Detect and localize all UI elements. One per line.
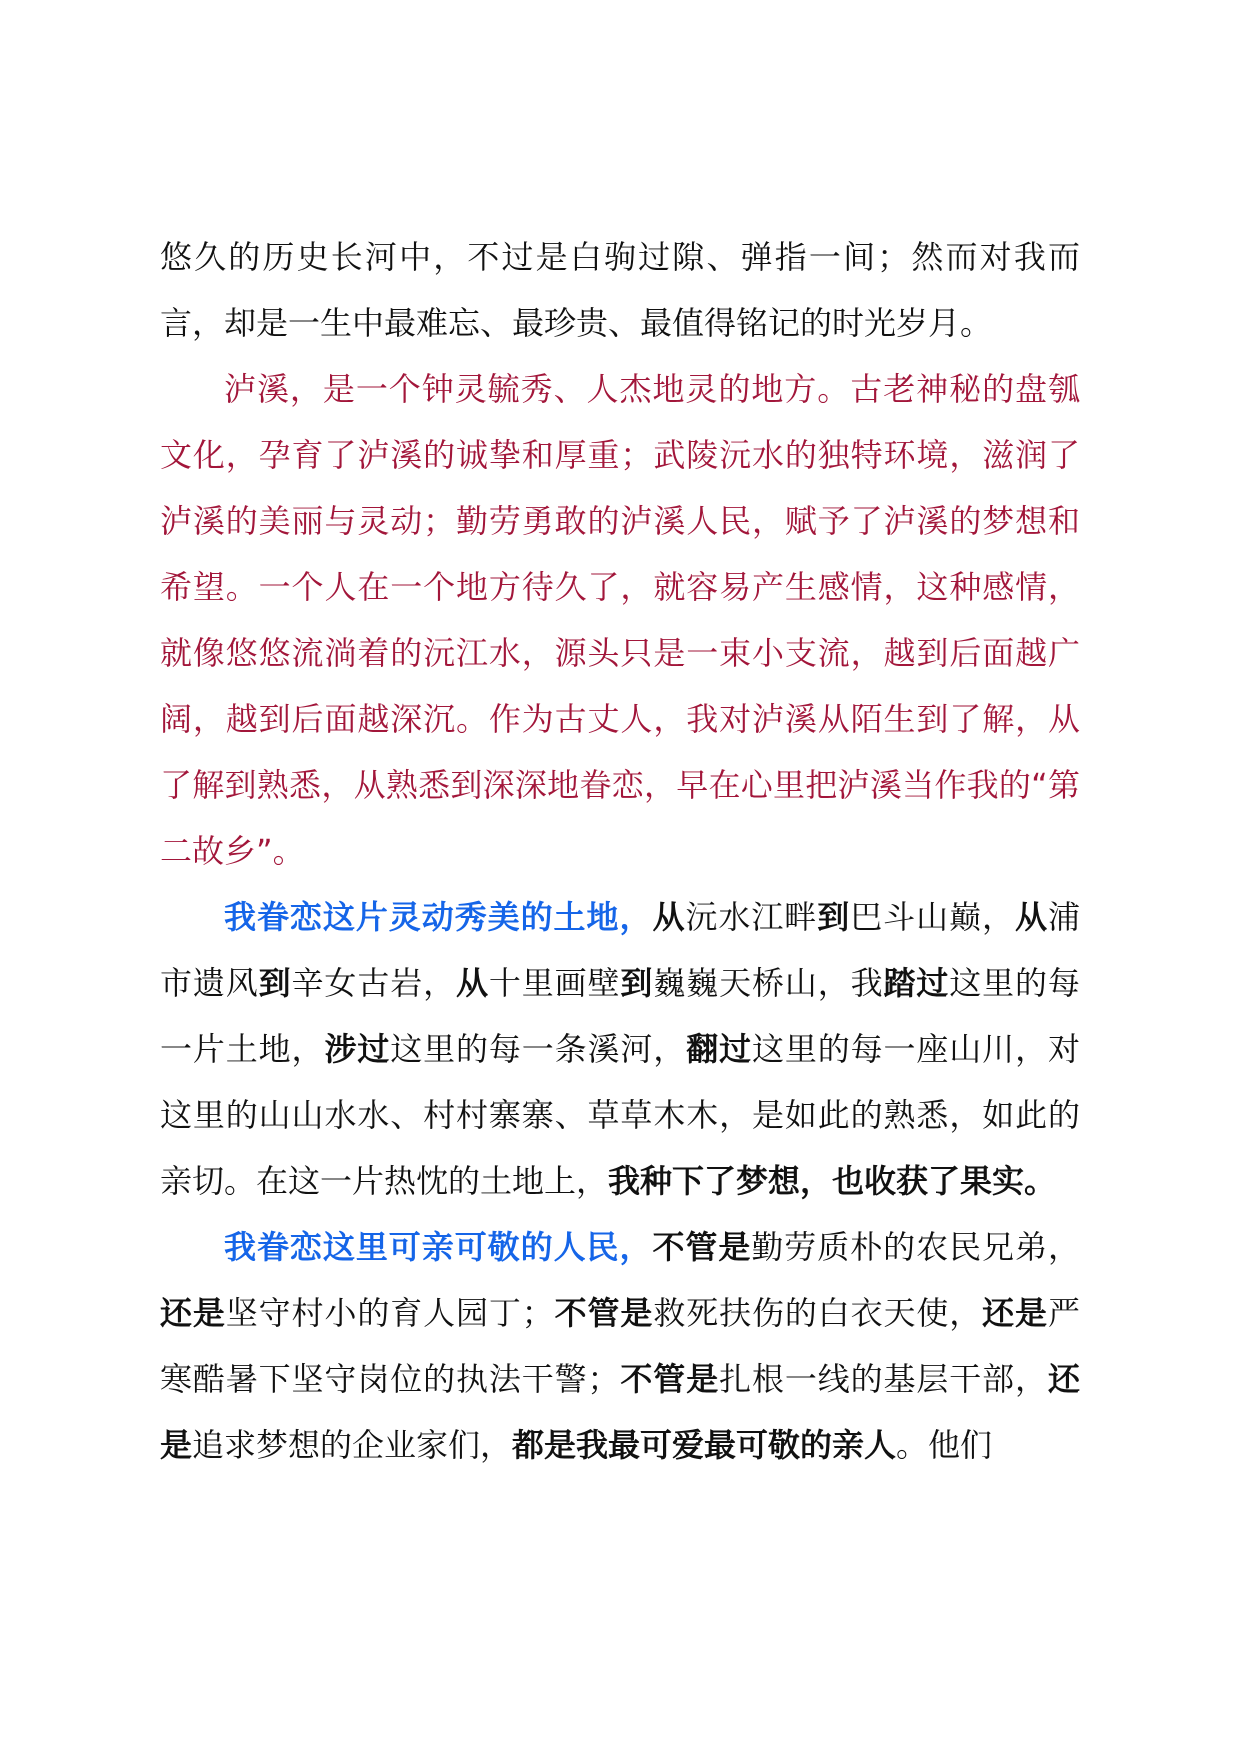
plain-text: 这里的每一条溪河， [390, 1030, 687, 1068]
plain-text: 勤劳质朴的农民兄弟， [751, 1228, 1080, 1266]
plain-text: 这里的每一片土地， [160, 964, 1080, 1068]
bold-text: 都是我最可爱最可敬的亲人 [512, 1426, 897, 1464]
bold-text: 还是 [160, 1360, 1080, 1464]
bold-text: 从 [455, 964, 489, 1002]
paragraph-3-lead: 我眷恋这片灵动秀美的土地， [224, 898, 653, 936]
plain-text: 这里的每一座山川，对这里的山山水水、村村寨寨、草草木木，是如此的熟悉，如此的亲切。在这一片热忱的土地上， [160, 1030, 1080, 1200]
document-body [160, 224, 1080, 1478]
paragraph-1 [160, 224, 1080, 356]
bold-text: 踏过 [883, 964, 950, 1002]
bold-text: 到 [817, 898, 851, 936]
paragraph-4 [160, 1214, 1080, 1478]
plain-text: 辛女古岩， [291, 964, 456, 1002]
bold-text: 我种下了梦想，也收获了果实。 [608, 1162, 1057, 1200]
paragraph-3 [160, 884, 1080, 1214]
bold-text: 从 [652, 898, 686, 936]
plain-text: 十里画壁 [488, 964, 621, 1002]
bold-text: 还是 [982, 1294, 1048, 1332]
bold-text: 不管是 [553, 1294, 654, 1332]
plain-text: 扎根一线的基层干部， [719, 1360, 1048, 1398]
paragraph-1-text: 悠久的历史长河中，不过是白驹过隙、弹指一间；然而对我而言，却是一生中最难忘、最珍贵、最值得铭记的时光岁月。 [160, 238, 1080, 342]
plain-text: 浦市遗风 [160, 898, 1080, 1002]
plain-text: 。他们 [896, 1426, 993, 1464]
bold-text: 到 [258, 964, 292, 1002]
plain-text: 救死扶伤的白衣天使， [653, 1294, 983, 1332]
plain-text: 巴斗山巅， [850, 898, 1015, 936]
paragraph-2 [160, 356, 1080, 884]
bold-text: 不管是 [619, 1360, 720, 1398]
bold-text: 翻过 [686, 1030, 752, 1068]
paragraph-2-text: 泸溪，是一个钟灵毓秀、人杰地灵的地方。古老神秘的盘瓠文化，孕育了泸溪的诚挚和厚重；武陵沅水的独特环境，滋润了泸溪的美丽与灵动；勤劳勇敢的泸溪人民，赋予了泸溪的梦想和希望。一个人在一个地方待久了，就容易产生感情，这种感情，就像悠悠流淌着的沅江水，源头只是一束小支流，越到后面越广阔，越到后面越深沉。作为古丈人，我对泸溪从陌生到了解，从了解到熟悉，从熟悉到深深地眷恋，早在心里把泸溪当作我的“第二故乡”。 [160, 370, 1080, 870]
plain-text: 严寒酷暑下坚守岗位的执法干警； [160, 1294, 1080, 1398]
bold-text: 到 [620, 964, 654, 1002]
plain-text: 追求梦想的企业家们， [192, 1426, 513, 1464]
plain-text: 巍巍天桥山，我 [653, 964, 884, 1002]
bold-text: 还是 [160, 1294, 226, 1332]
bold-text: 涉过 [324, 1030, 391, 1068]
plain-text: 坚守村小的育人园丁； [225, 1294, 554, 1332]
plain-text: 沅水江畔 [685, 898, 818, 936]
paragraph-4-lead: 我眷恋这里可亲可敬的人民， [224, 1228, 653, 1266]
bold-text: 从 [1014, 898, 1048, 936]
bold-text: 不管是 [652, 1228, 752, 1266]
